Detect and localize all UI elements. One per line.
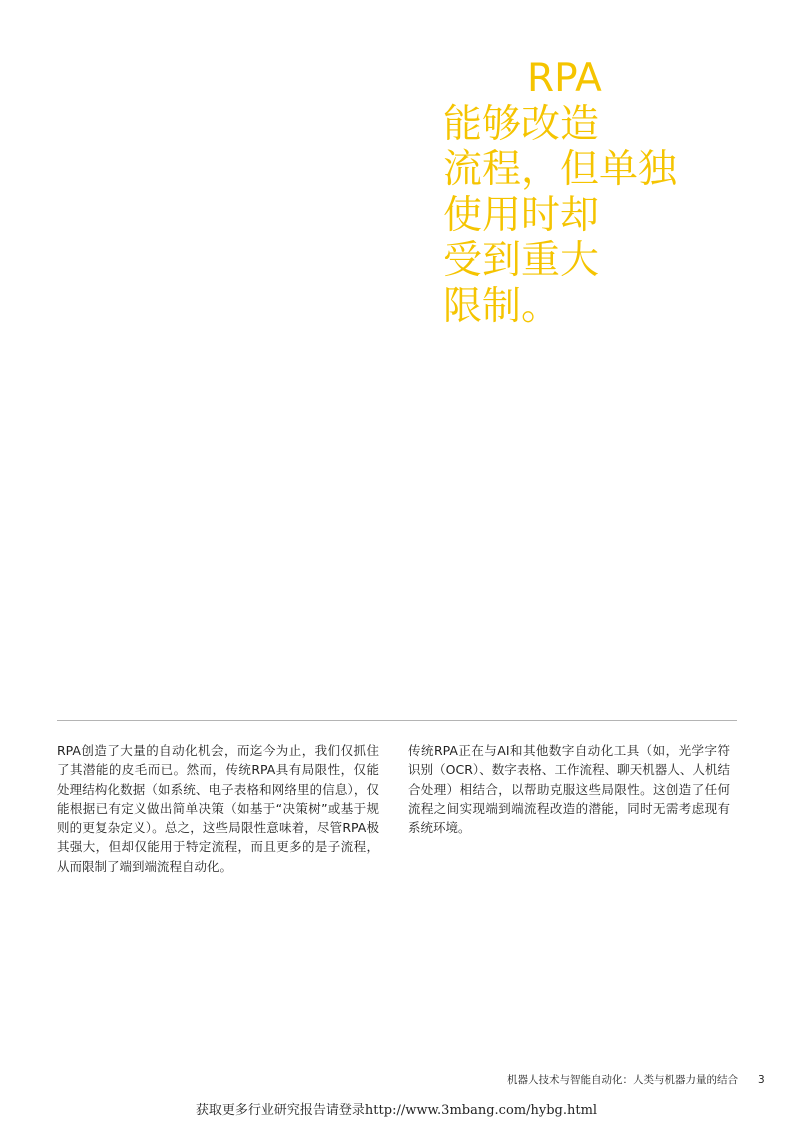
- body-paragraph-left: RPA创造了大量的自动化机会，而迄今为止，我们仅抓住了其潜能的皮毛而已。然而，传统RPA具有局限性，仅能处理结构化数据（如系统、电子表格和网络里的信息），仅能根据已有定义做出简单决策（如基于“决策树”或基于规则的更复杂定义）。总之，这些局限性意味着，尽管RPA极其强大，但却仅能用于特定流程，而且更多的是子流程，从而限制了端到端流程自动化。: [57, 743, 379, 874]
- page-number: 3: [758, 1074, 765, 1086]
- body-paragraph-right: 传统RPA正在与AI和其他数字自动化工具（如，光学字符识别（OCR）、数字表格、工作流程、聊天机器人、人机结合处理）相结合，以帮助克服这些局限性。这创造了任何流程之间实现端到端流程改造的潜能，同时无需考虑现有系统环境。: [408, 743, 730, 836]
- headline-line-5: 受到重大: [443, 238, 600, 283]
- headline-line-3: 流程，但单独: [443, 147, 678, 192]
- headline-line-1: RPA: [527, 56, 602, 101]
- watermark-link-text: 获取更多行业研究报告请登录http://www.3mbang.com/hybg.html: [195, 1103, 598, 1118]
- headline-line-6: 限制。: [443, 283, 561, 329]
- section-divider: [57, 720, 737, 721]
- headline-line-4: 使用时却: [443, 192, 600, 238]
- footer-title: 机器人技术与智能自动化：人类与机器力量的结合: [507, 1074, 738, 1086]
- headline: [443, 56, 763, 329]
- headline-line-2: 能够改造: [443, 101, 600, 147]
